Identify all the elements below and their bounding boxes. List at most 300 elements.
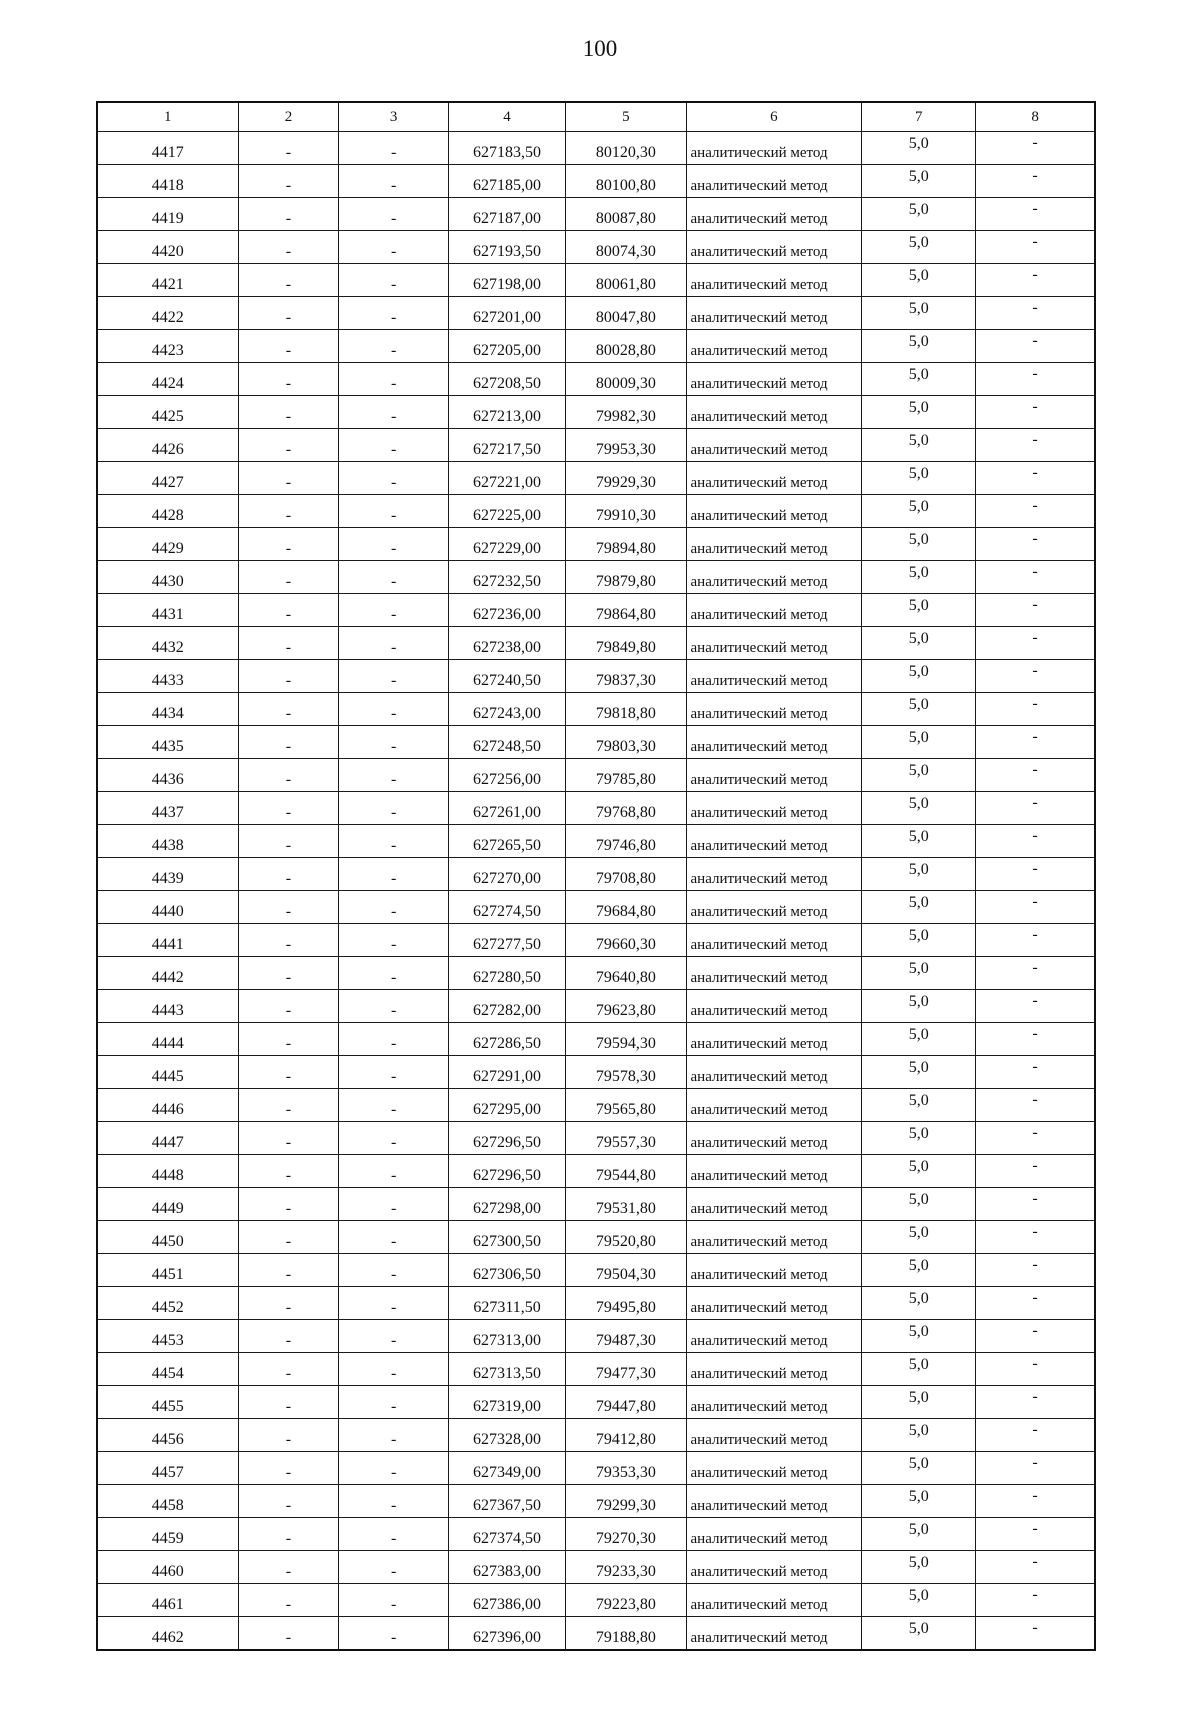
col2-cell: -: [238, 627, 339, 660]
method-cell: аналитический метод: [686, 429, 862, 462]
col3-cell: -: [339, 495, 449, 528]
x-coordinate-cell: 627248,50: [448, 726, 565, 759]
table-row: [97, 231, 1095, 264]
col2-cell: -: [238, 1155, 339, 1188]
method-cell: аналитический метод: [686, 990, 862, 1023]
point-number-cell: 4436: [97, 759, 238, 792]
col8-cell: -: [976, 462, 1095, 495]
col8-cell: -: [976, 1122, 1095, 1155]
y-coordinate-cell: 79894,80: [566, 528, 686, 561]
header-cell: 7: [862, 102, 976, 132]
col3-cell: -: [339, 858, 449, 891]
point-number-cell: 4452: [97, 1287, 238, 1320]
col8-cell: -: [976, 990, 1095, 1023]
accuracy-cell: 5,0: [862, 924, 976, 957]
col2-cell: -: [238, 1617, 339, 1651]
table-row: [97, 1188, 1095, 1221]
method-cell: аналитический метод: [686, 231, 862, 264]
accuracy-cell: 5,0: [862, 1287, 976, 1320]
point-number-cell: 4457: [97, 1452, 238, 1485]
y-coordinate-cell: 79447,80: [566, 1386, 686, 1419]
y-coordinate-cell: 79746,80: [566, 825, 686, 858]
col3-cell: -: [339, 264, 449, 297]
method-cell: аналитический метод: [686, 1056, 862, 1089]
col3-cell: -: [339, 1485, 449, 1518]
accuracy-cell: 5,0: [862, 891, 976, 924]
col3-cell: -: [339, 297, 449, 330]
col2-cell: -: [238, 165, 339, 198]
x-coordinate-cell: 627313,50: [448, 1353, 565, 1386]
col8-cell: -: [976, 1518, 1095, 1551]
accuracy-cell: 5,0: [862, 1221, 976, 1254]
col8-cell: -: [976, 1254, 1095, 1287]
col3-cell: -: [339, 1254, 449, 1287]
accuracy-cell: 5,0: [862, 1188, 976, 1221]
col3-cell: -: [339, 1122, 449, 1155]
col2-cell: -: [238, 594, 339, 627]
accuracy-cell: 5,0: [862, 1056, 976, 1089]
x-coordinate-cell: 627306,50: [448, 1254, 565, 1287]
header-cell: 8: [976, 102, 1095, 132]
method-cell: аналитический метод: [686, 1023, 862, 1056]
point-number-cell: 4450: [97, 1221, 238, 1254]
header-cell: 3: [339, 102, 449, 132]
col3-cell: -: [339, 132, 449, 165]
x-coordinate-cell: 627383,00: [448, 1551, 565, 1584]
y-coordinate-cell: 79495,80: [566, 1287, 686, 1320]
col8-cell: -: [976, 792, 1095, 825]
col8-cell: -: [976, 1188, 1095, 1221]
y-coordinate-cell: 79864,80: [566, 594, 686, 627]
point-number-cell: 4427: [97, 462, 238, 495]
method-cell: аналитический метод: [686, 627, 862, 660]
table-row: [97, 1122, 1095, 1155]
x-coordinate-cell: 627282,00: [448, 990, 565, 1023]
table-row: [97, 297, 1095, 330]
table-row: [97, 858, 1095, 891]
x-coordinate-cell: 627296,50: [448, 1122, 565, 1155]
accuracy-cell: 5,0: [862, 1353, 976, 1386]
point-number-cell: 4462: [97, 1617, 238, 1651]
point-number-cell: 4421: [97, 264, 238, 297]
y-coordinate-cell: 79544,80: [566, 1155, 686, 1188]
accuracy-cell: 5,0: [862, 990, 976, 1023]
table-row: [97, 198, 1095, 231]
y-coordinate-cell: 79953,30: [566, 429, 686, 462]
y-coordinate-cell: 79487,30: [566, 1320, 686, 1353]
table-row: [97, 1518, 1095, 1551]
col2-cell: -: [238, 1551, 339, 1584]
col2-cell: -: [238, 231, 339, 264]
col8-cell: -: [976, 363, 1095, 396]
x-coordinate-cell: 627374,50: [448, 1518, 565, 1551]
col8-cell: -: [976, 1386, 1095, 1419]
table-row: [97, 825, 1095, 858]
method-cell: аналитический метод: [686, 1617, 862, 1651]
col2-cell: -: [238, 1419, 339, 1452]
col2-cell: -: [238, 1122, 339, 1155]
col8-cell: -: [976, 429, 1095, 462]
table-row: [97, 1155, 1095, 1188]
col3-cell: -: [339, 726, 449, 759]
col3-cell: -: [339, 1023, 449, 1056]
col8-cell: -: [976, 396, 1095, 429]
accuracy-cell: 5,0: [862, 1089, 976, 1122]
col2-cell: -: [238, 825, 339, 858]
accuracy-cell: 5,0: [862, 792, 976, 825]
col3-cell: -: [339, 825, 449, 858]
accuracy-cell: 5,0: [862, 1419, 976, 1452]
accuracy-cell: 5,0: [862, 1122, 976, 1155]
point-number-cell: 4444: [97, 1023, 238, 1056]
y-coordinate-cell: 79910,30: [566, 495, 686, 528]
table-row: [97, 132, 1095, 165]
point-number-cell: 4439: [97, 858, 238, 891]
col8-cell: -: [976, 759, 1095, 792]
method-cell: аналитический метод: [686, 924, 862, 957]
col8-cell: -: [976, 891, 1095, 924]
col8-cell: -: [976, 561, 1095, 594]
point-number-cell: 4454: [97, 1353, 238, 1386]
col8-cell: -: [976, 825, 1095, 858]
accuracy-cell: 5,0: [862, 858, 976, 891]
accuracy-cell: 5,0: [862, 132, 976, 165]
y-coordinate-cell: 79233,30: [566, 1551, 686, 1584]
col3-cell: -: [339, 1221, 449, 1254]
col3-cell: -: [339, 891, 449, 924]
y-coordinate-cell: 79557,30: [566, 1122, 686, 1155]
table-row: [97, 363, 1095, 396]
method-cell: аналитический метод: [686, 759, 862, 792]
col8-cell: -: [976, 924, 1095, 957]
col8-cell: -: [976, 1617, 1095, 1651]
method-cell: аналитический метод: [686, 528, 862, 561]
col8-cell: -: [976, 1287, 1095, 1320]
col2-cell: -: [238, 132, 339, 165]
x-coordinate-cell: 627291,00: [448, 1056, 565, 1089]
header-row: [97, 102, 1095, 132]
col3-cell: -: [339, 1617, 449, 1651]
accuracy-cell: 5,0: [862, 363, 976, 396]
y-coordinate-cell: 79982,30: [566, 396, 686, 429]
y-coordinate-cell: 80061,80: [566, 264, 686, 297]
col3-cell: -: [339, 165, 449, 198]
y-coordinate-cell: 79531,80: [566, 1188, 686, 1221]
table-row: [97, 1254, 1095, 1287]
y-coordinate-cell: 79818,80: [566, 693, 686, 726]
col2-cell: -: [238, 1023, 339, 1056]
col8-cell: -: [976, 297, 1095, 330]
method-cell: аналитический метод: [686, 330, 862, 363]
method-cell: аналитический метод: [686, 363, 862, 396]
x-coordinate-cell: 627238,00: [448, 627, 565, 660]
col3-cell: -: [339, 1584, 449, 1617]
col2-cell: -: [238, 957, 339, 990]
table-row: [97, 792, 1095, 825]
col3-cell: -: [339, 990, 449, 1023]
col3-cell: -: [339, 1386, 449, 1419]
accuracy-cell: 5,0: [862, 957, 976, 990]
table-row: [97, 1452, 1095, 1485]
method-cell: аналитический метод: [686, 1122, 862, 1155]
coordinates-table-wrap: [96, 101, 1096, 1651]
y-coordinate-cell: 80009,30: [566, 363, 686, 396]
x-coordinate-cell: 627386,00: [448, 1584, 565, 1617]
y-coordinate-cell: 79594,30: [566, 1023, 686, 1056]
accuracy-cell: 5,0: [862, 1452, 976, 1485]
y-coordinate-cell: 79412,80: [566, 1419, 686, 1452]
y-coordinate-cell: 79640,80: [566, 957, 686, 990]
col8-cell: -: [976, 231, 1095, 264]
col8-cell: -: [976, 957, 1095, 990]
col2-cell: -: [238, 363, 339, 396]
method-cell: аналитический метод: [686, 1485, 862, 1518]
col2-cell: -: [238, 1188, 339, 1221]
x-coordinate-cell: 627208,50: [448, 363, 565, 396]
header-cell: 1: [97, 102, 238, 132]
col2-cell: -: [238, 1056, 339, 1089]
y-coordinate-cell: 79684,80: [566, 891, 686, 924]
col2-cell: -: [238, 1386, 339, 1419]
x-coordinate-cell: 627270,00: [448, 858, 565, 891]
header-cell: 6: [686, 102, 862, 132]
x-coordinate-cell: 627232,50: [448, 561, 565, 594]
point-number-cell: 4443: [97, 990, 238, 1023]
point-number-cell: 4429: [97, 528, 238, 561]
header-cell: 2: [238, 102, 339, 132]
col8-cell: -: [976, 1023, 1095, 1056]
accuracy-cell: 5,0: [862, 429, 976, 462]
method-cell: аналитический метод: [686, 198, 862, 231]
table-row: [97, 330, 1095, 363]
point-number-cell: 4426: [97, 429, 238, 462]
x-coordinate-cell: 627367,50: [448, 1485, 565, 1518]
table-row: [97, 759, 1095, 792]
x-coordinate-cell: 627280,50: [448, 957, 565, 990]
x-coordinate-cell: 627213,00: [448, 396, 565, 429]
col2-cell: -: [238, 330, 339, 363]
y-coordinate-cell: 80120,30: [566, 132, 686, 165]
col8-cell: -: [976, 1155, 1095, 1188]
y-coordinate-cell: 79879,80: [566, 561, 686, 594]
accuracy-cell: 5,0: [862, 1254, 976, 1287]
x-coordinate-cell: 627328,00: [448, 1419, 565, 1452]
point-number-cell: 4420: [97, 231, 238, 264]
accuracy-cell: 5,0: [862, 759, 976, 792]
x-coordinate-cell: 627185,00: [448, 165, 565, 198]
method-cell: аналитический метод: [686, 396, 862, 429]
table-row: [97, 1386, 1095, 1419]
accuracy-cell: 5,0: [862, 495, 976, 528]
method-cell: аналитический метод: [686, 1452, 862, 1485]
x-coordinate-cell: 627187,00: [448, 198, 565, 231]
table-row: [97, 165, 1095, 198]
point-number-cell: 4455: [97, 1386, 238, 1419]
col8-cell: -: [976, 132, 1095, 165]
x-coordinate-cell: 627319,00: [448, 1386, 565, 1419]
col8-cell: -: [976, 165, 1095, 198]
col8-cell: -: [976, 858, 1095, 891]
col8-cell: -: [976, 1089, 1095, 1122]
accuracy-cell: 5,0: [862, 1155, 976, 1188]
accuracy-cell: 5,0: [862, 165, 976, 198]
point-number-cell: 4424: [97, 363, 238, 396]
col3-cell: -: [339, 792, 449, 825]
x-coordinate-cell: 627229,00: [448, 528, 565, 561]
col2-cell: -: [238, 891, 339, 924]
point-number-cell: 4422: [97, 297, 238, 330]
col8-cell: -: [976, 1221, 1095, 1254]
accuracy-cell: 5,0: [862, 297, 976, 330]
col2-cell: -: [238, 1221, 339, 1254]
method-cell: аналитический метод: [686, 660, 862, 693]
method-cell: аналитический метод: [686, 1353, 862, 1386]
col3-cell: -: [339, 363, 449, 396]
x-coordinate-cell: 627256,00: [448, 759, 565, 792]
table-row: [97, 1056, 1095, 1089]
point-number-cell: 4461: [97, 1584, 238, 1617]
method-cell: аналитический метод: [686, 297, 862, 330]
point-number-cell: 4437: [97, 792, 238, 825]
col3-cell: -: [339, 1419, 449, 1452]
y-coordinate-cell: 79504,30: [566, 1254, 686, 1287]
x-coordinate-cell: 627236,00: [448, 594, 565, 627]
col8-cell: -: [976, 1353, 1095, 1386]
accuracy-cell: 5,0: [862, 1551, 976, 1584]
x-coordinate-cell: 627183,50: [448, 132, 565, 165]
y-coordinate-cell: 79803,30: [566, 726, 686, 759]
col3-cell: -: [339, 1320, 449, 1353]
col3-cell: -: [339, 627, 449, 660]
col3-cell: -: [339, 1518, 449, 1551]
point-number-cell: 4449: [97, 1188, 238, 1221]
method-cell: аналитический метод: [686, 1386, 862, 1419]
accuracy-cell: 5,0: [862, 1584, 976, 1617]
x-coordinate-cell: 627193,50: [448, 231, 565, 264]
x-coordinate-cell: 627295,00: [448, 1089, 565, 1122]
y-coordinate-cell: 79353,30: [566, 1452, 686, 1485]
table-row: [97, 627, 1095, 660]
x-coordinate-cell: 627243,00: [448, 693, 565, 726]
method-cell: аналитический метод: [686, 132, 862, 165]
col3-cell: -: [339, 1287, 449, 1320]
x-coordinate-cell: 627274,50: [448, 891, 565, 924]
x-coordinate-cell: 627265,50: [448, 825, 565, 858]
method-cell: аналитический метод: [686, 1584, 862, 1617]
method-cell: аналитический метод: [686, 891, 862, 924]
point-number-cell: 4425: [97, 396, 238, 429]
col2-cell: -: [238, 726, 339, 759]
accuracy-cell: 5,0: [862, 561, 976, 594]
x-coordinate-cell: 627396,00: [448, 1617, 565, 1651]
col8-cell: -: [976, 1551, 1095, 1584]
col8-cell: -: [976, 330, 1095, 363]
table-row: [97, 660, 1095, 693]
col3-cell: -: [339, 660, 449, 693]
col2-cell: -: [238, 297, 339, 330]
coordinates-table: [96, 101, 1096, 1651]
table-row: [97, 990, 1095, 1023]
y-coordinate-cell: 80028,80: [566, 330, 686, 363]
point-number-cell: 4433: [97, 660, 238, 693]
col3-cell: -: [339, 1155, 449, 1188]
x-coordinate-cell: 627298,00: [448, 1188, 565, 1221]
accuracy-cell: 5,0: [862, 528, 976, 561]
method-cell: аналитический метод: [686, 264, 862, 297]
col2-cell: -: [238, 1518, 339, 1551]
accuracy-cell: 5,0: [862, 264, 976, 297]
y-coordinate-cell: 79768,80: [566, 792, 686, 825]
table-row: [97, 726, 1095, 759]
table-row: [97, 1320, 1095, 1353]
col2-cell: -: [238, 561, 339, 594]
col8-cell: -: [976, 693, 1095, 726]
table-row: [97, 1089, 1095, 1122]
table-row: [97, 1584, 1095, 1617]
method-cell: аналитический метод: [686, 165, 862, 198]
col2-cell: -: [238, 528, 339, 561]
method-cell: аналитический метод: [686, 1551, 862, 1584]
y-coordinate-cell: 79785,80: [566, 759, 686, 792]
method-cell: аналитический метод: [686, 1221, 862, 1254]
table-row: [97, 1485, 1095, 1518]
col8-cell: -: [976, 198, 1095, 231]
col3-cell: -: [339, 396, 449, 429]
y-coordinate-cell: 79188,80: [566, 1617, 686, 1651]
col2-cell: -: [238, 1485, 339, 1518]
point-number-cell: 4441: [97, 924, 238, 957]
accuracy-cell: 5,0: [862, 1023, 976, 1056]
point-number-cell: 4435: [97, 726, 238, 759]
y-coordinate-cell: 79477,30: [566, 1353, 686, 1386]
method-cell: аналитический метод: [686, 462, 862, 495]
method-cell: аналитический метод: [686, 1518, 862, 1551]
x-coordinate-cell: 627277,50: [448, 924, 565, 957]
col2-cell: -: [238, 495, 339, 528]
col2-cell: -: [238, 759, 339, 792]
col3-cell: -: [339, 429, 449, 462]
point-number-cell: 4419: [97, 198, 238, 231]
y-coordinate-cell: 79223,80: [566, 1584, 686, 1617]
col2-cell: -: [238, 198, 339, 231]
y-coordinate-cell: 79849,80: [566, 627, 686, 660]
col8-cell: -: [976, 1584, 1095, 1617]
col3-cell: -: [339, 957, 449, 990]
col2-cell: -: [238, 660, 339, 693]
table-row: [97, 924, 1095, 957]
table-row: [97, 1221, 1095, 1254]
accuracy-cell: 5,0: [862, 231, 976, 264]
method-cell: аналитический метод: [686, 1287, 862, 1320]
table-row: [97, 1617, 1095, 1651]
col8-cell: -: [976, 1485, 1095, 1518]
point-number-cell: 4458: [97, 1485, 238, 1518]
point-number-cell: 4438: [97, 825, 238, 858]
accuracy-cell: 5,0: [862, 1518, 976, 1551]
y-coordinate-cell: 79708,80: [566, 858, 686, 891]
accuracy-cell: 5,0: [862, 1617, 976, 1651]
accuracy-cell: 5,0: [862, 396, 976, 429]
col3-cell: -: [339, 561, 449, 594]
method-cell: аналитический метод: [686, 561, 862, 594]
x-coordinate-cell: 627261,00: [448, 792, 565, 825]
y-coordinate-cell: 79623,80: [566, 990, 686, 1023]
accuracy-cell: 5,0: [862, 594, 976, 627]
accuracy-cell: 5,0: [862, 1386, 976, 1419]
col8-cell: -: [976, 264, 1095, 297]
col3-cell: -: [339, 1089, 449, 1122]
col2-cell: -: [238, 693, 339, 726]
